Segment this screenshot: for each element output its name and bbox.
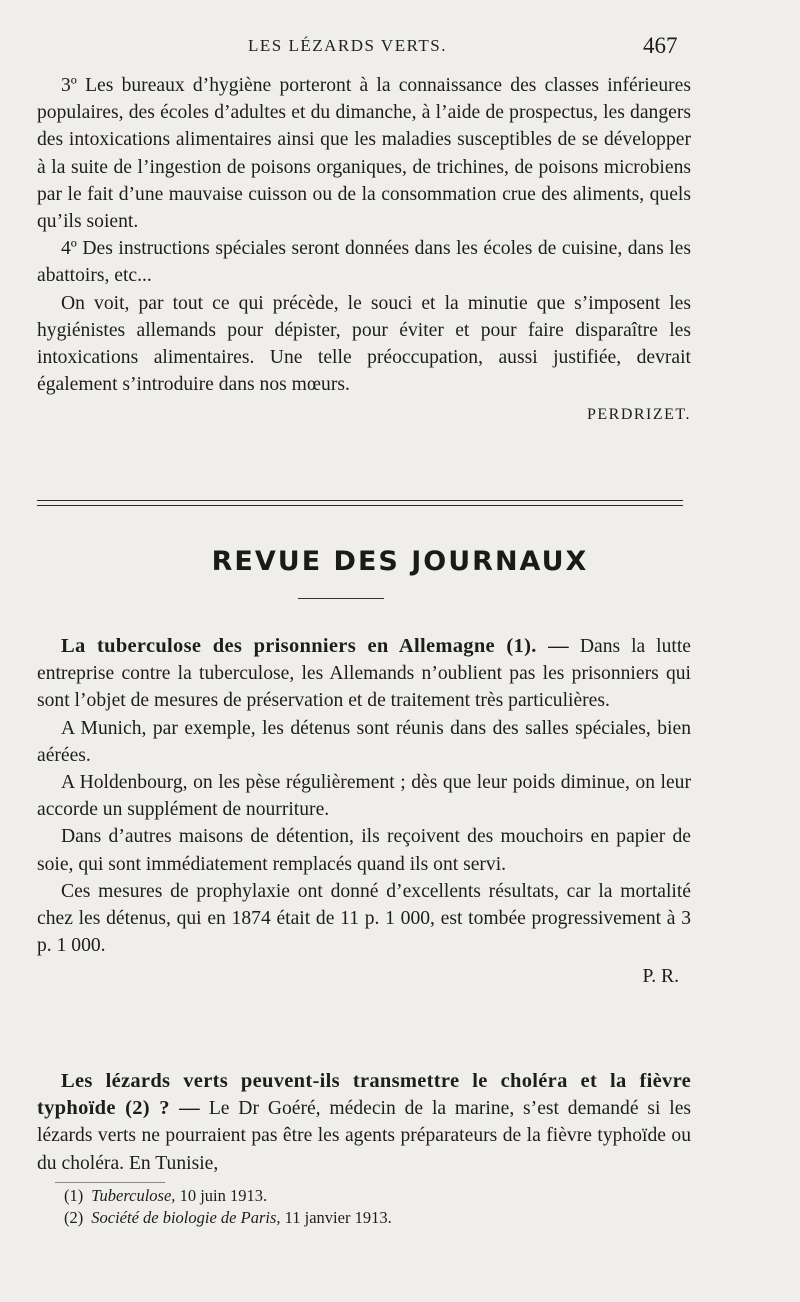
article-title: La tuberculose des prisonniers en Allemagne (1). —	[61, 635, 569, 657]
title-underline	[298, 598, 384, 599]
paragraph: 4º Des instructions spéciales seront données dans les écoles de cuisine, dans les abattoirs, etc...	[37, 238, 691, 287]
running-head	[0, 33, 800, 64]
article-lead	[37, 1068, 691, 1177]
article-lezards	[37, 1068, 691, 1177]
running-title: LES LÉZARDS VERTS.	[248, 36, 447, 55]
paragraph: 3º Les bureaux d’hygiène porteront à la connaissance des classes inférieures populaires, des écoles d’adultes et du dimanche, à l’aide de prospectus, les dangers des intoxications alimentaires ainsi que les maladies susceptibles de se développer à la suite de l’ingestion de poisons organiques, de trichines, de poisons microbiens par le fait d’une mauvaise cuisson ou de la consommation crue des aliments, quels qu’ils soient.	[37, 75, 691, 233]
paragraph: A Munich, par exemple, les détenus sont réunis dans des salles spéciales, bien aérées.	[37, 717, 691, 766]
footnote-source: Société de biologie de Paris,	[91, 1208, 281, 1227]
paragraph: A Holdenbourg, on les pèse régulièrement ; dès que leur poids diminue, on leur accorde un supplément de nourriture.	[37, 772, 691, 821]
paragraph: On voit, par tout ce qui précède, le souci et la minutie que s’imposent les hygiénistes allemands pour dépister, pour éviter et pour faire disparaître les intoxications alimentaires. Une telle préoccupation, aussi justifiée, devrait également s’introduire dans nos mœurs.	[37, 292, 691, 396]
footnote-detail: 10 juin 1913.	[179, 1186, 268, 1205]
footnote-rule	[55, 1182, 165, 1183]
author-signature: PERDRIZET.	[586, 406, 691, 424]
footnote	[64, 1207, 684, 1229]
article-lead-text: Dans la lutte entreprise contre la tuberculose, les Allemands n’oublient pas les prisonniers qui sont l’objet de mesures de préservation et de traitement très particulières.	[37, 636, 692, 712]
footnote	[64, 1185, 684, 1207]
article-title: Les lézards verts peuvent-ils transmettre le choléra et la fièvre typhoïde (2) ? —	[37, 1070, 691, 1120]
article-attribution: P. R.	[642, 966, 679, 988]
section-divider-top	[37, 500, 683, 501]
section-divider-bottom	[37, 505, 683, 506]
previous-article	[37, 72, 691, 429]
footnote-mark: (2)	[64, 1208, 84, 1227]
page-number: 467	[643, 33, 678, 58]
section-title: REVUE DES JOURNAUX	[211, 546, 589, 577]
article-tuberculose	[37, 633, 691, 991]
footnote-detail: 11 janvier 1913.	[284, 1208, 392, 1227]
footnote-mark: (1)	[64, 1186, 84, 1205]
footnotes	[64, 1185, 684, 1229]
paragraph: Dans d’autres maisons de détention, ils reçoivent des mouchoirs en papier de soie, qui sont immédiatement remplacés quand ils ont servi.	[37, 826, 691, 875]
article-lead-text: Le Dr Goéré, médecin de la marine, s’est demandé si les lézards verts ne pourraient pas être les agents préparateurs de la fièvre typhoïde ou du choléra. En Tunisie,	[37, 1098, 692, 1174]
footnote-source: Tuberculose,	[91, 1186, 176, 1205]
paragraph: Ces mesures de prophylaxie ont donné d’excellents résultats, car la mortalité chez les détenus, qui en 1874 était de 11 p. 1 000, est tombée progressivement à 3 p. 1 000.	[37, 880, 691, 957]
article-lead	[37, 633, 691, 715]
